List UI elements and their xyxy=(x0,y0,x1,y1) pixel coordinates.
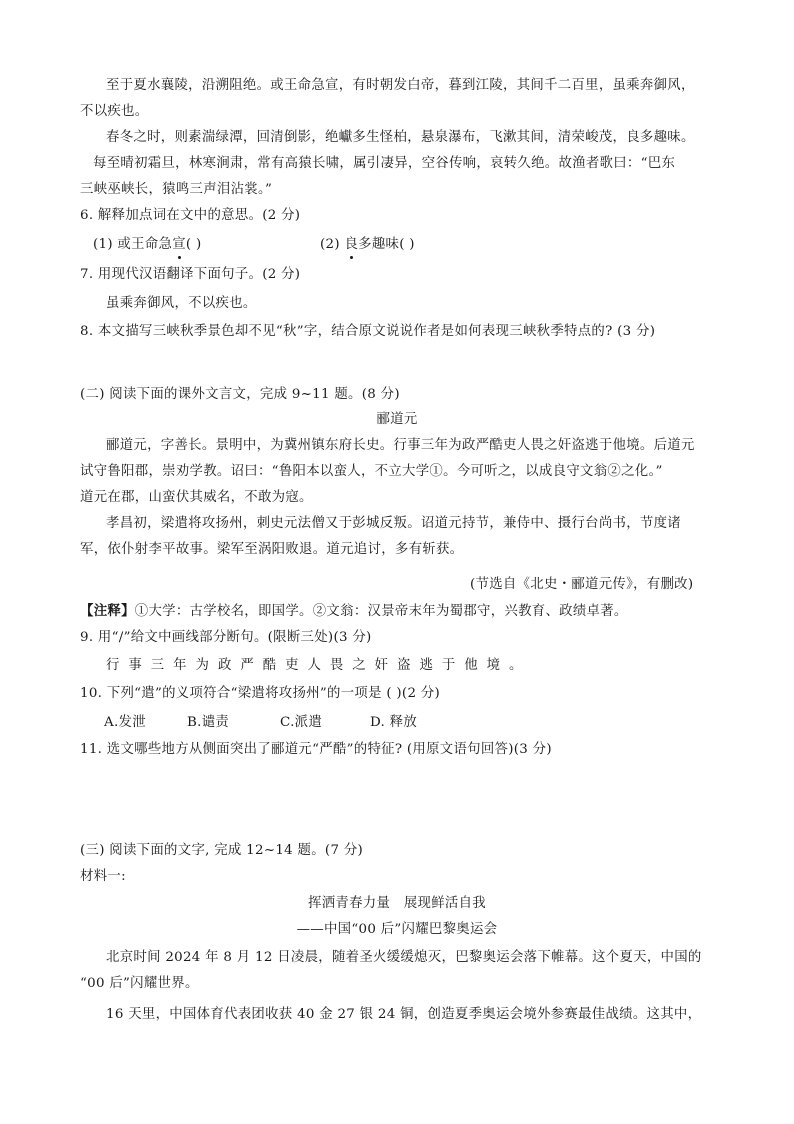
question-9: 9. 用“/”给文中画线部分断句。(限断三处)(3 分) xyxy=(80,630,372,645)
source-citation: (节选自《北史・郦道元传》，有删改) xyxy=(470,577,694,592)
question-6-item-1 xyxy=(93,236,202,254)
dotted-word: 宣 xyxy=(172,237,186,252)
dotted-word: 良 xyxy=(344,237,359,252)
question-9-sentence: 行事三年为政严酷吏人畏之奸盗逃于他境。 xyxy=(106,658,532,673)
section-2-heading: (二) 阅读下面的课外文言文，完成 9~11 题。(8 分) xyxy=(80,387,400,402)
option-c: C.派遣 xyxy=(280,715,323,730)
answer-blank[interactable]: ( ) xyxy=(399,237,415,252)
question-8: 8. 本文描写三峡秋季景色却不见“秋”字，结合原文说说作者是如何表现三峡秋季特点的? (3 分) xyxy=(80,324,656,339)
section-2-title: 郦道元 xyxy=(376,412,418,427)
passage-line: “00 后”闪耀世界。 xyxy=(80,976,199,991)
passage-line: 孝昌初，梁遣将攻扬州，刺史元法僧又于彭城反叛。诏道元持节，兼侍中、摄行台尚书，节度诸 xyxy=(106,516,682,531)
option-b: B.谴责 xyxy=(187,715,230,730)
passage-line: 试守鲁阳郡，崇劝学教。诏曰：“鲁阳本以蛮人，不立大学①。今可听之，以成良守文翁②之化。” xyxy=(80,464,663,479)
item-text: 多趣味 xyxy=(358,237,400,252)
passage-line: 军，依仆射李平故事。梁军至涡阳败退。道元追讨，多有斩获。 xyxy=(80,542,464,557)
article-title: 挥洒青春力量 展现鲜活自我 xyxy=(308,896,486,911)
question-7: 7. 用现代汉语翻译下面句子。(2 分) xyxy=(80,267,301,282)
question-6: 6. 解释加点词在文中的意思。(2 分) xyxy=(80,208,301,223)
section-3-heading: (三) 阅读下面的文字, 完成 12~14 题。(7 分) xyxy=(80,843,364,858)
article-subtitle: ——中国“00 后”闪耀巴黎奥运会 xyxy=(296,922,498,937)
annotation xyxy=(80,602,628,621)
passage-line: 三峡巫峡长，猿鸣三声泪沾裳。” xyxy=(80,182,273,197)
item-text: (2) xyxy=(320,237,345,252)
option-a: A.发泄 xyxy=(104,715,146,730)
question-7-sentence: 虽乘奔御风，不以疾也。 xyxy=(106,296,257,311)
question-10: 10. 下列“遣”的义项符合“梁遣将攻扬州”的一项是 ( )(2 分) xyxy=(80,686,441,701)
material-label: 材料一: xyxy=(80,869,126,884)
passage-line: 至于夏水襄陵，沿溯阻绝。或王命急宣，有时朝发白帝，暮到江陵，其间千二百里，虽乘奔御风， xyxy=(106,78,695,93)
passage-line: 不以疾也。 xyxy=(80,104,149,119)
passage-line: 郦道元，字善长。景明中，为冀州镇东府长史。行事三年为政严酷吏人畏之奸盗逃于他境。后道元 xyxy=(106,438,695,453)
item-text: (1) 或王命急 xyxy=(93,237,173,252)
question-6-item-2 xyxy=(320,236,415,254)
passage-line: 道元在郡，山蛮伏其威名，不敢为寇。 xyxy=(80,490,313,505)
question-11: 11. 选文哪些地方从侧面突出了郦道元“严酷”的特征? (用原文语句回答)(3 分) xyxy=(80,742,552,757)
option-d: D. 释放 xyxy=(370,715,418,730)
answer-blank[interactable]: ( ) xyxy=(185,237,202,252)
passage-line: 16 天里，中国体育代表团收获 40 金 27 银 24 铜，创造夏季奥运会境外参赛最佳战绩。这其中， xyxy=(106,1007,702,1022)
annotation-text: ①大学：古学校名，即国学。②文翁：汉景帝末年为蜀郡守，兴教育、政绩卓著。 xyxy=(134,604,628,619)
passage-line: 春冬之时，则素湍绿潭，回清倒影，绝巘多生怪柏，悬泉瀑布，飞漱其间，清荣峻茂，良多趣味。 xyxy=(106,130,695,145)
passage-line: 每至晴初霜旦，林寒涧肃，常有高猿长啸，属引凄异，空谷传响，哀转久绝。故渔者歌曰：“巴东 xyxy=(93,156,676,171)
passage-line: 北京时间 2024 年 8 月 12 日凌晨，随着圣火缓缓熄灭，巴黎奥运会落下帷幕。这个夏天，中国的 xyxy=(106,950,702,965)
annotation-label: 【注释】 xyxy=(80,603,135,619)
